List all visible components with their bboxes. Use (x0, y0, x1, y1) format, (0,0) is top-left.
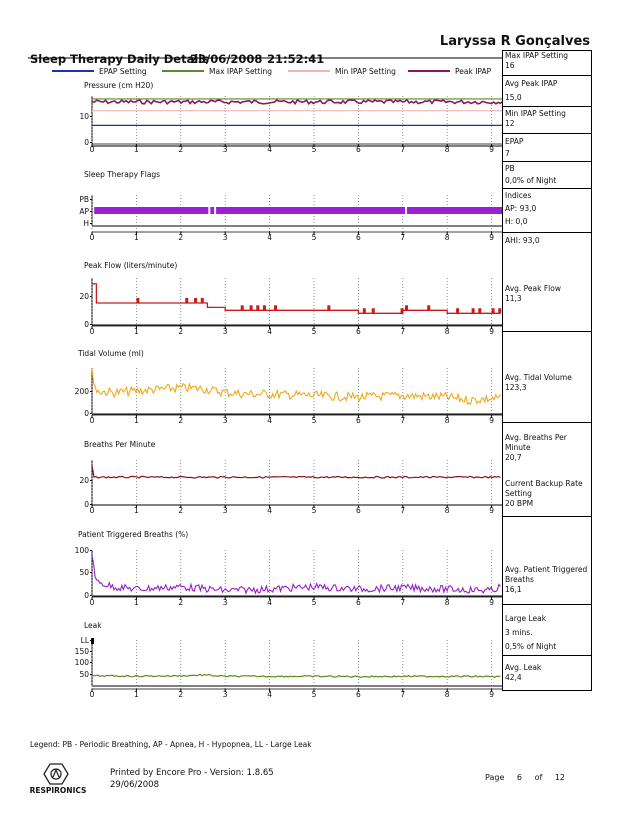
apnea-flag-gap (214, 207, 216, 214)
ptb-x-tick-label: 4 (267, 598, 272, 607)
max-ipap-label: Max IPAP Setting (505, 51, 569, 60)
ptb-x-tick-label: 5 (311, 598, 317, 607)
peak_flow-x-tick-label: 4 (267, 327, 272, 336)
ahi-cell (503, 236, 591, 332)
peak_flow-x-tick-label: 9 (489, 327, 494, 336)
flags-x-tick-label: 8 (444, 233, 450, 242)
ptb-cell (503, 519, 591, 605)
leak-x-tick-label: 7 (400, 690, 406, 699)
tidal-x-tick-label: 5 (311, 416, 317, 425)
ahi-label: AHI: 93,0 (505, 236, 540, 245)
tidal-x-tick-label: 3 (222, 416, 228, 425)
flags-x-tick-label: 2 (178, 233, 184, 242)
flags-x-tick-label: 4 (267, 233, 272, 242)
indices-ap: AP: 93,0 (505, 204, 537, 213)
printed-info (110, 767, 274, 791)
breaths-per-minute-line (92, 465, 501, 478)
backup-rate-value: 20 BPM (505, 499, 534, 508)
ptb-y-tick-label: 50 (79, 568, 89, 577)
peak-flow-spike (456, 308, 459, 313)
legend-min-ipap-label: Min IPAP Setting (335, 66, 396, 76)
peak-flow-spike (241, 305, 244, 310)
bpm-x-tick-label: 3 (222, 506, 228, 515)
ptb-x-tick-label: 0 (89, 598, 95, 607)
bpm-x-tick-label: 7 (400, 506, 406, 515)
peak-flow-spike (405, 305, 408, 310)
pb-value: 0,0% of Night (505, 176, 557, 185)
printed-by: Printed by Encore Pro - Version: 1.8.65 (110, 768, 274, 778)
peak-flow-spike (327, 305, 330, 310)
bpm-x-tick-label: 4 (267, 506, 272, 515)
avg-peak-flow-label: Avg. Peak Flow (505, 284, 561, 293)
leak-panel-title: Leak (84, 621, 102, 630)
epap-value: 7 (505, 149, 510, 158)
bpm-panel-title: Breaths Per Minute (84, 440, 156, 449)
bpm-x-tick-label: 5 (311, 506, 317, 515)
tidal-x-tick-label: 2 (178, 416, 184, 425)
peak-ipap-line (92, 100, 503, 104)
indices-h: H: 0,0 (505, 217, 528, 226)
flags-x-tick-label: 9 (489, 233, 494, 242)
ptb-x-tick-label: 3 (222, 598, 228, 607)
pressure-x-tick-label: 1 (134, 145, 139, 154)
report-time: 21:52:41 (267, 52, 325, 66)
peak-flow-spike (263, 305, 266, 310)
large-leak-value: 3 mins. (505, 628, 533, 637)
leak-line (92, 675, 501, 678)
ptb-x-tick-label: 2 (178, 598, 184, 607)
pressure-x-tick-label: 6 (356, 145, 361, 154)
peak-flow-spike (401, 308, 404, 313)
peak-flow-spike (478, 308, 481, 313)
page-label: Page (485, 773, 505, 782)
leak-y-tick-label: 150 (74, 647, 89, 656)
tidal-x-tick-label: 1 (134, 416, 139, 425)
respironics-logo (28, 762, 88, 796)
tidal-y-tick-label: 200 (74, 387, 89, 396)
tidal-volume-line (92, 369, 501, 404)
apnea-flag-gap (208, 207, 210, 214)
indices-cell (503, 191, 591, 233)
peak_flow-x-tick-label: 2 (178, 327, 184, 336)
tidal-cell (503, 335, 591, 423)
leak-y-tick-label: 100 (74, 658, 89, 667)
logo-mark (53, 770, 59, 777)
tidal-y-tick-label: 0 (84, 409, 89, 418)
large-leak-label: Large Leak (505, 614, 547, 623)
tidal-panel-title: Tidal Volume (ml) (78, 349, 144, 358)
peak-flow-spike (363, 308, 366, 313)
peak-flow-spike (194, 298, 197, 303)
report-title: Sleep Therapy Daily Details (30, 52, 210, 66)
page-indicator (485, 773, 575, 782)
tidal-x-tick-label: 4 (267, 416, 272, 425)
pressure-x-tick-label: 2 (178, 145, 184, 154)
patient-triggered-line (92, 556, 501, 594)
pressure-x-tick-label: 9 (489, 145, 494, 154)
pressure-x-tick-label: 3 (222, 145, 228, 154)
tidal-x-tick-label: 0 (89, 416, 95, 425)
avg-peak-ipap-value: 15,0 (505, 93, 522, 102)
logo-text: RESPIRONICS (29, 786, 87, 795)
peak-flow-spike (498, 308, 501, 313)
legend-max-ipap-label: Max IPAP Setting (209, 66, 273, 76)
leak-x-tick-label: 3 (222, 690, 228, 699)
avg-tidal-value: 123,3 (505, 383, 527, 392)
avg-leak-label: Avg. Leak (505, 663, 542, 672)
peak-flow-spike (472, 308, 475, 313)
flags-panel-title: Sleep Therapy Flags (84, 170, 161, 179)
flags-y-tick-label: AP (79, 207, 89, 216)
flags-y-tick-label: H (83, 219, 89, 228)
ptb-y-tick-label: 100 (74, 546, 89, 555)
tidal-x-tick-label: 6 (356, 416, 361, 425)
peak-flow-line (92, 284, 501, 313)
leak-y-tick-label: LL (80, 636, 89, 645)
bpm-y-tick-label: 0 (84, 500, 89, 509)
avg-ptb-label: Avg. Patient Triggered Breaths (505, 565, 588, 584)
flags-x-tick-label: 1 (134, 233, 139, 242)
peak-flow-spike (201, 298, 204, 303)
avg-tidal-label: Avg. Tidal Volume (505, 373, 572, 382)
peak_flow-x-tick-label: 1 (134, 327, 139, 336)
pressure-x-tick-label: 0 (89, 145, 95, 154)
leak-x-tick-label: 2 (178, 690, 184, 699)
apnea-flag-gap (405, 207, 407, 214)
indices-label: Indices (505, 191, 532, 200)
epap-cell (503, 137, 591, 162)
ptb-panel-title: Patient Triggered Breaths (%) (78, 530, 189, 539)
large-leak-marker (91, 638, 94, 644)
apnea-flag-band (94, 207, 502, 214)
peak-flow-spike (274, 305, 277, 310)
avg-leak-value: 42,4 (505, 673, 522, 682)
peak_flow-x-tick-label: 6 (356, 327, 361, 336)
peak_flow-x-tick-label: 8 (444, 327, 450, 336)
epap-label: EPAP (505, 137, 524, 146)
peak_flow-y-tick-label: 20 (79, 292, 89, 301)
patient-name: Laryssa R Gonçalves (439, 34, 590, 49)
min-ipap-label: Min IPAP Setting (505, 109, 566, 118)
avg-peak-ipap-cell (503, 79, 591, 107)
avg-bpm-label: Avg. Breaths Per Minute (505, 433, 567, 452)
report-date: 23/06/2008 (190, 52, 263, 66)
therapy-charts (28, 50, 503, 710)
printed-date: 29/06/2008 (110, 780, 159, 790)
ptb-y-tick-label: 0 (84, 591, 89, 600)
ptb-x-tick-label: 9 (489, 598, 494, 607)
tidal-x-tick-label: 7 (400, 416, 406, 425)
pressure-y-tick-label: 0 (84, 138, 89, 147)
peak-flow-spike (427, 305, 430, 310)
leak-x-tick-label: 9 (489, 690, 494, 699)
pressure-x-tick-label: 5 (311, 145, 317, 154)
flags-x-tick-label: 7 (400, 233, 406, 242)
pb-cell (503, 164, 591, 189)
peak-flow-spike (136, 298, 139, 303)
leak-x-tick-label: 8 (444, 690, 450, 699)
min-ipap-value: 12 (505, 119, 515, 128)
bpm-x-tick-label: 0 (89, 506, 95, 515)
peak_flow-x-tick-label: 5 (311, 327, 317, 336)
summary-panel (502, 50, 592, 691)
leak-x-tick-label: 5 (311, 690, 317, 699)
bpm-x-tick-label: 8 (444, 506, 450, 515)
pressure-y-tick-label: 10 (79, 112, 89, 121)
legend-epap-label: EPAP Setting (99, 66, 147, 76)
peak-flow-spike (492, 308, 495, 313)
pressure-x-tick-label: 7 (400, 145, 406, 154)
peak_flow-x-tick-label: 7 (400, 327, 406, 336)
peak-flow-spike (250, 305, 253, 310)
page-of-label: of (534, 773, 543, 782)
flags-x-tick-label: 0 (89, 233, 95, 242)
max-ipap-cell (503, 51, 591, 76)
page-number: 6 (516, 773, 523, 782)
bpm-x-tick-label: 9 (489, 506, 494, 515)
large-leak-percent: 0,5% of Night (505, 642, 557, 651)
peak_flow-y-tick-label: 0 (84, 320, 89, 329)
flags-x-tick-label: 6 (356, 233, 361, 242)
leak-x-tick-label: 6 (356, 690, 361, 699)
avg-ptb-value: 16,1 (505, 585, 522, 594)
bpm-x-tick-label: 2 (178, 506, 184, 515)
bpm-cell (503, 425, 591, 517)
leak-y-tick-label: 50 (79, 670, 89, 679)
page-total: 12 (554, 773, 566, 782)
peak_flow-x-tick-label: 0 (89, 327, 95, 336)
avg-peak-flow-value: 11,3 (505, 294, 522, 303)
flags-legend-note: Legend: PB - Periodic Breathing, AP - Apnea, H - Hypopnea, LL - Large Leak (30, 740, 312, 749)
leak-x-tick-label: 4 (267, 690, 272, 699)
tidal-x-tick-label: 8 (444, 416, 450, 425)
bpm-x-tick-label: 6 (356, 506, 361, 515)
tidal-x-tick-label: 9 (489, 416, 494, 425)
ptb-x-tick-label: 6 (356, 598, 361, 607)
flags-y-tick-label: PB (79, 195, 89, 204)
pressure-x-tick-label: 4 (267, 145, 272, 154)
flags-x-tick-label: 3 (222, 233, 228, 242)
peak-flow-spike (372, 308, 375, 313)
min-ipap-cell (503, 109, 591, 134)
backup-rate-label: Current Backup Rate Setting (505, 479, 583, 498)
pressure-panel-title: Pressure (cm H20) (84, 81, 154, 90)
avg-peak-ipap-label: Avg Peak IPAP (505, 79, 558, 88)
peak-flow-spike (185, 298, 188, 303)
ptb-x-tick-label: 8 (444, 598, 450, 607)
leak-x-tick-label: 0 (89, 690, 95, 699)
flags-x-tick-label: 5 (311, 233, 317, 242)
max-ipap-value: 16 (505, 61, 515, 70)
bpm-x-tick-label: 1 (134, 506, 139, 515)
ptb-x-tick-label: 1 (134, 598, 139, 607)
avg-bpm-value: 20,7 (505, 453, 522, 462)
pb-label: PB (505, 164, 515, 173)
leak-x-tick-label: 1 (134, 690, 139, 699)
pressure-x-tick-label: 8 (444, 145, 450, 154)
peak-flow-spike (256, 305, 259, 310)
ptb-x-tick-label: 7 (400, 598, 406, 607)
bpm-y-tick-label: 20 (79, 476, 89, 485)
peak_flow-x-tick-label: 3 (222, 327, 228, 336)
logo-hexagon (44, 764, 68, 784)
large-leak-cell (503, 608, 591, 656)
avg-leak-cell (503, 659, 591, 689)
legend-peak-ipap-label: Peak IPAP (455, 66, 492, 76)
peak_flow-panel-title: Peak Flow (liters/minute) (84, 261, 178, 270)
